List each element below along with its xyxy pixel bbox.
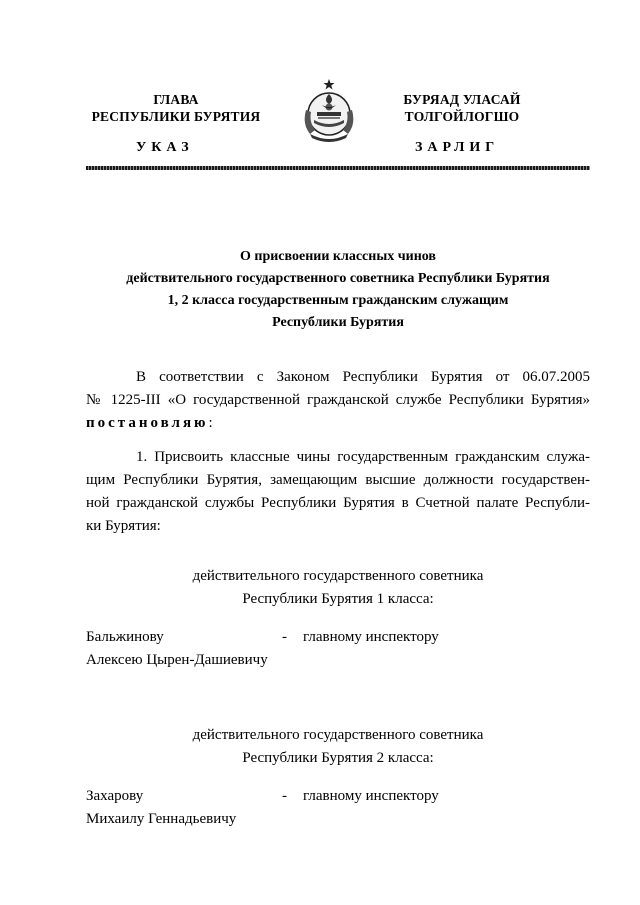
preamble-paragraph — [86, 366, 590, 435]
header-left-line2: РЕСПУБЛИКИ БУРЯТИЯ — [91, 109, 261, 124]
header-left-title — [80, 91, 272, 125]
decree-colon: : — [208, 415, 213, 431]
item1-line3: ной гражданской службы Республики Бурятия в Счетной палате Республи- — [86, 495, 590, 511]
header-right-title — [382, 91, 542, 125]
item1-line1: 1. Присвоить классные чины государственным гражданским служа- — [136, 449, 590, 465]
decree-label-ru: УКАЗ — [136, 140, 194, 155]
appointee-1-dash: - — [282, 629, 287, 645]
item1-line4: ки Бурятия: — [86, 518, 161, 534]
item-1-paragraph — [86, 446, 590, 538]
appointee-2-given-names: Михаилу Геннадьевичу — [86, 811, 237, 827]
item1-line2: щим Республики Бурятия, замещающим высшие должности государствен- — [86, 472, 590, 488]
decree-label-bua: ЗАРЛИГ — [415, 140, 500, 155]
header-left-line1: ГЛАВА — [153, 92, 199, 107]
rank2-line1: действительного государственного советника — [192, 727, 484, 743]
title-line4: Республики Бурятия — [272, 315, 404, 330]
appointee-2-dash: - — [282, 788, 287, 804]
appointee-1-surname: Бальжинову — [86, 629, 164, 645]
rank1-line1: действительного государственного советника — [192, 568, 484, 584]
header-right-line1: БУРЯАД УЛАСАЙ — [403, 92, 521, 107]
appointee-2-surname: Захарову — [86, 788, 144, 804]
rank2-line2: Республики Бурятия 2 класса: — [242, 750, 434, 766]
title-line3: 1, 2 класса государственным гражданским служащим — [167, 293, 509, 308]
title-line1: О присвоении классных чинов — [240, 249, 436, 264]
coat-of-arms-emblem-icon — [296, 76, 362, 146]
preamble-line1: В соответствии с Законом Республики Бурятия от 06.07.2005 — [136, 369, 590, 385]
rank1-line2: Республики Бурятия 1 класса: — [242, 591, 434, 607]
preamble-line3 — [86, 412, 590, 435]
header-divider — [86, 166, 590, 170]
decree-verb: постановляю — [86, 415, 209, 431]
document-title — [86, 246, 590, 334]
appointee-1-given-names: Алексею Цырен-Дашиевичу — [86, 652, 268, 668]
appointee-2-position: главному инспектору — [303, 788, 439, 804]
title-line2: действительного государственного советника Республики Бурятия — [126, 271, 550, 286]
rank-1-heading — [86, 565, 590, 611]
appointee-1-position: главному инспектору — [303, 629, 439, 645]
preamble-line2: № 1225-III «О государственной гражданской службе Республики Бурятия» — [86, 392, 590, 408]
header-right-line2: ТОЛГОЙЛОГШО — [404, 109, 520, 124]
rank-2-heading — [86, 724, 590, 770]
